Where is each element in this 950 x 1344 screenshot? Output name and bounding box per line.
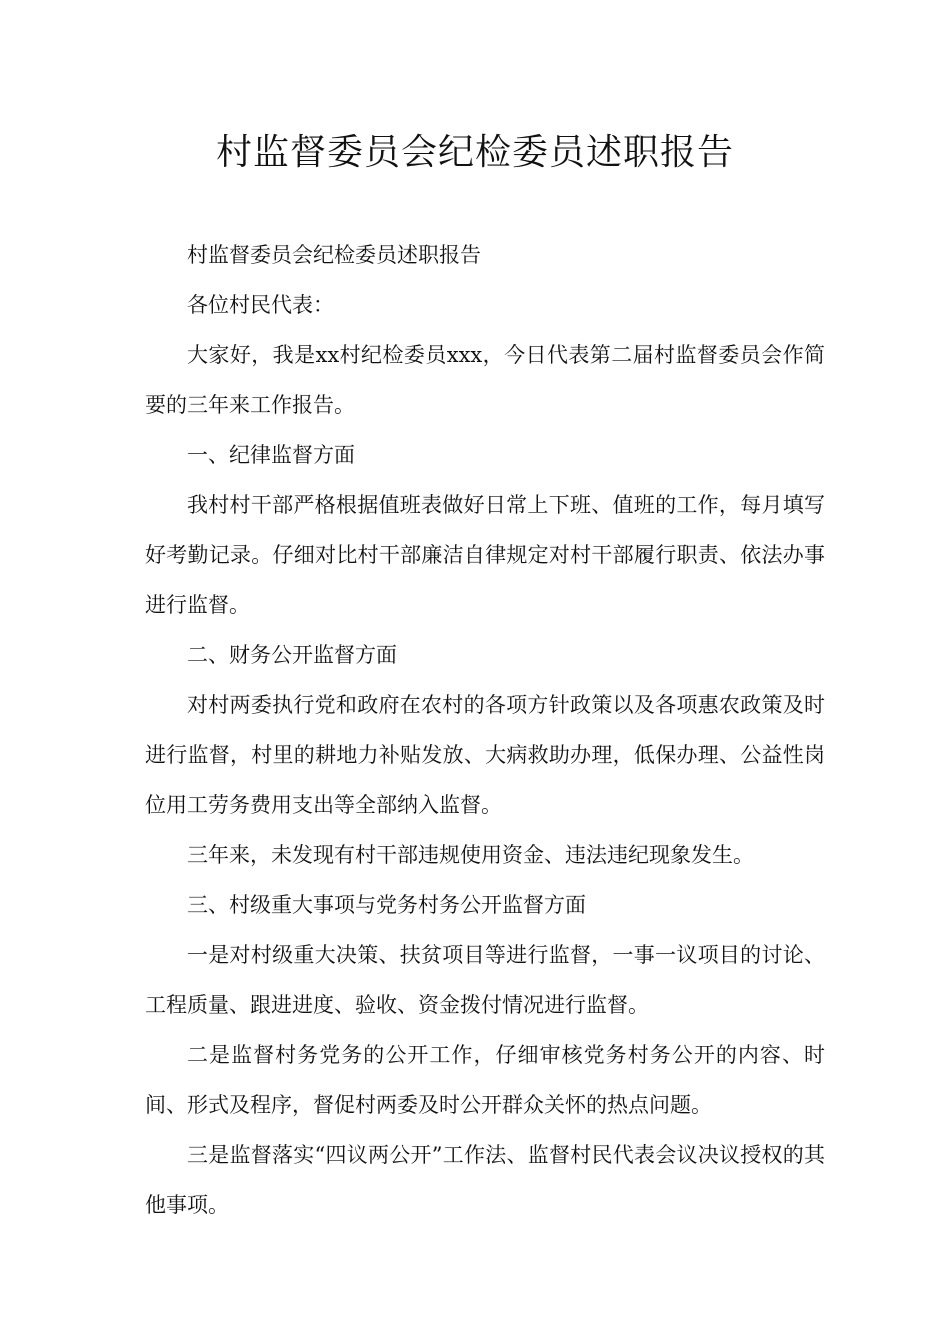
paragraph-finance: 对村两委执行党和政府在农村的各项方针政策以及各项惠农政策及时进行监督，村里的耕地力补贴发放、大病救助办理，低保办理、公益性岗位用工劳务费用支出等全部纳入监督。: [145, 693, 825, 817]
document-title: 村监督委员会纪检委员述职报告: [215, 132, 734, 173]
section-heading-discipline: 一、纪律监督方面: [187, 443, 355, 467]
paragraph-intro: 大家好，我是xx村纪检委员xxx，今日代表第二届村监督委员会作简要的三年来工作报告。: [145, 343, 825, 417]
paragraph-major-affairs-2: 二是监督村务党务的公开工作，仔细审核党务村务公开的内容、时间、形式及程序，督促村两委及时公开群众关怀的热点问题。: [145, 1043, 825, 1117]
section-heading-major-affairs: 三、村级重大事项与党务村务公开监督方面: [187, 893, 586, 917]
document-body: [145, 230, 825, 1230]
paragraph-major-affairs-1: 一是对村级重大决策、扶贫项目等进行监督，一事一议项目的讨论、工程质量、跟进进度、验收、资金拨付情况进行监督。: [145, 943, 825, 1017]
paragraph-subtitle: 村监督委员会纪检委员述职报告: [187, 243, 481, 267]
paragraph-salutation: 各位村民代表：: [187, 293, 334, 317]
section-heading-finance: 二、财务公开监督方面: [187, 643, 397, 667]
paragraph-major-affairs-3: 三是监督落实“四议两公开”工作法、监督村民代表会议决议授权的其他事项。: [145, 1143, 825, 1217]
paragraph-finance-result: 三年来，未发现有村干部违规使用资金、违法违纪现象发生。: [187, 843, 754, 867]
paragraph-discipline: 我村村干部严格根据值班表做好日常上下班、值班的工作，每月填写好考勤记录。仔细对比村干部廉洁自律规定对村干部履行职责、依法办事进行监督。: [145, 493, 825, 617]
